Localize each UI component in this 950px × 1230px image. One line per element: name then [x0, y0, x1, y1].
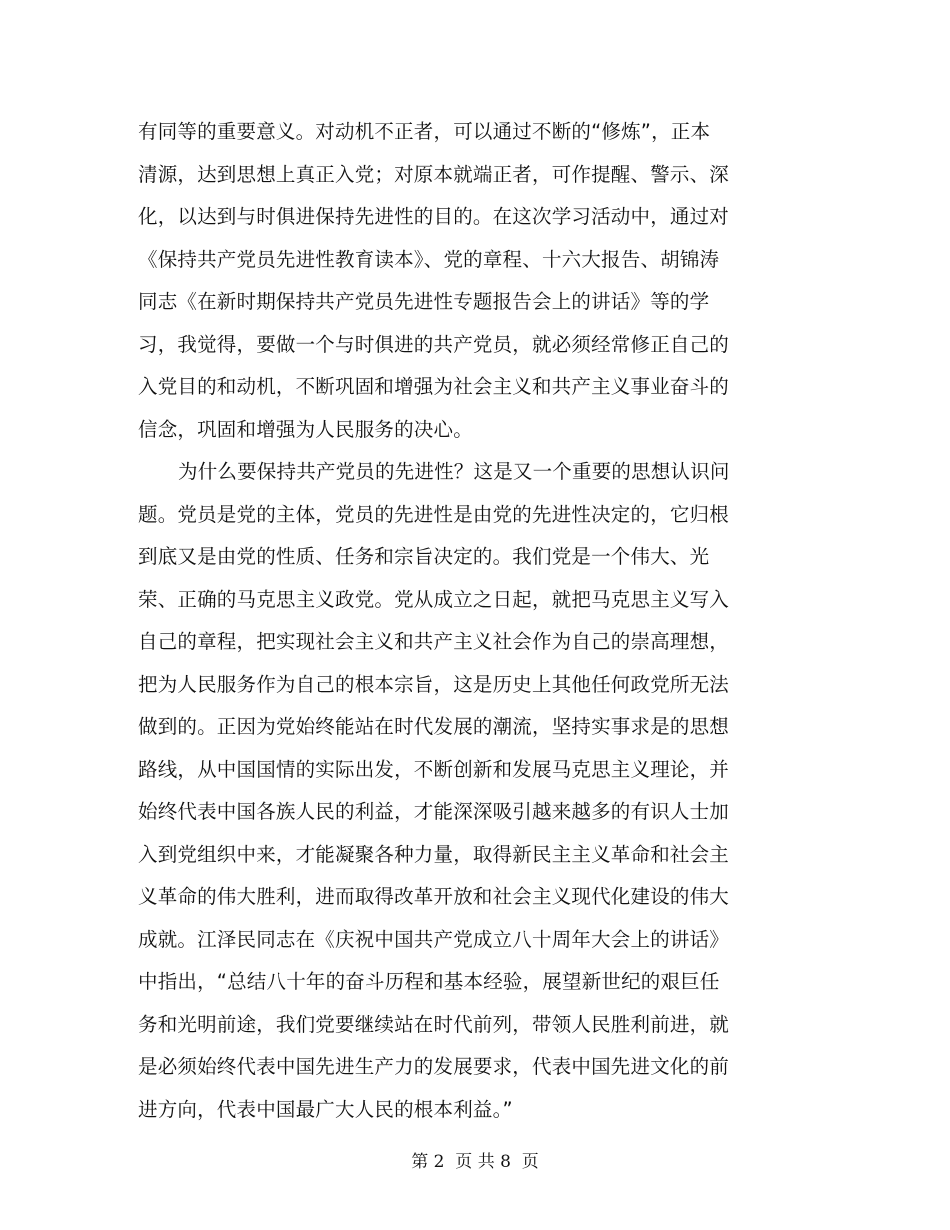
- text-line: 路线，从中国国情的实际出发，不断创新和发展马克思主义理论，并: [138, 757, 730, 781]
- text-line: 信念，巩固和增强为人民服务的决心。: [138, 417, 473, 441]
- text-line: 自己的章程，把实现社会主义和共产主义社会作为自己的崇高理想，: [138, 630, 730, 653]
- text-line: 题。党员是党的主体，党员的先进性是由党的先进性决定的，它归根: [138, 502, 730, 526]
- text-line: 习，我觉得，要做一个与时俱进的共产党员，就必须经常修正自己的: [138, 332, 730, 356]
- text-line: 入党目的和动机，不断巩固和增强为社会主义和共产主义事业奋斗的: [138, 375, 730, 398]
- text-line: 中指出，“总结八十年的奋斗历程和基本经验，展望新世纪的艰巨任: [138, 970, 720, 993]
- paragraph-start-line: 为什么要保持共产党员的先进性？这是又一个重要的思想认识问: [178, 460, 730, 483]
- text-line: 同志《在新时期保持共产党员先进性专题报告会上的讲话》等的学: [138, 290, 710, 313]
- text-line: 化，以达到与时俱进保持先进性的目的。在这次学习活动中，通过对: [138, 205, 730, 228]
- text-line: 义革命的伟大胜利，进而取得改革开放和社会主义现代化建设的伟大: [138, 885, 730, 908]
- text-line: 有同等的重要意义。对动机不正者，可以通过不断的“修炼”，正本: [138, 120, 711, 143]
- page-number-footer: 第 2 页 共 8 页: [411, 1152, 539, 1172]
- body-text: [138, 111, 818, 1131]
- text-line: 到底又是由党的性质、任务和宗旨决定的。我们党是一个伟大、光: [138, 545, 710, 568]
- text-line: 做到的。正因为党始终能站在时代发展的潮流，坚持实事求是的思想: [138, 715, 730, 738]
- text-line: 始终代表中国各族人民的利益，才能深深吸引越来越多的有识人士加: [138, 800, 730, 823]
- text-line: 进方向，代表中国最广大人民的根本利益。”: [138, 1097, 513, 1121]
- text-line: 务和光明前途，我们党要继续站在时代前列，带领人民胜利前进，就: [138, 1012, 730, 1036]
- text-line: 《保持共产党员先进性教育读本》、党的章程、十六大报告、胡锦涛: [138, 247, 720, 271]
- text-line: 成就。江泽民同志在《庆祝中国共产党成立八十周年大会上的讲话》: [138, 927, 730, 951]
- text-line: 把为人民服务作为自己的根本宗旨，这是历史上其他任何政党所无法: [138, 672, 730, 696]
- text-line: 荣、正确的马克思主义政党。党从成立之日起，就把马克思主义写入: [138, 587, 730, 611]
- text-line: 是必须始终代表中国先进生产力的发展要求，代表中国先进文化的前: [138, 1055, 730, 1078]
- text-line: 入到党组织中来，才能凝聚各种力量，取得新民主主义革命和社会主: [138, 842, 730, 866]
- text-line: 清源，达到思想上真正入党；对原本就端正者，可作提醒、警示、深: [138, 162, 730, 186]
